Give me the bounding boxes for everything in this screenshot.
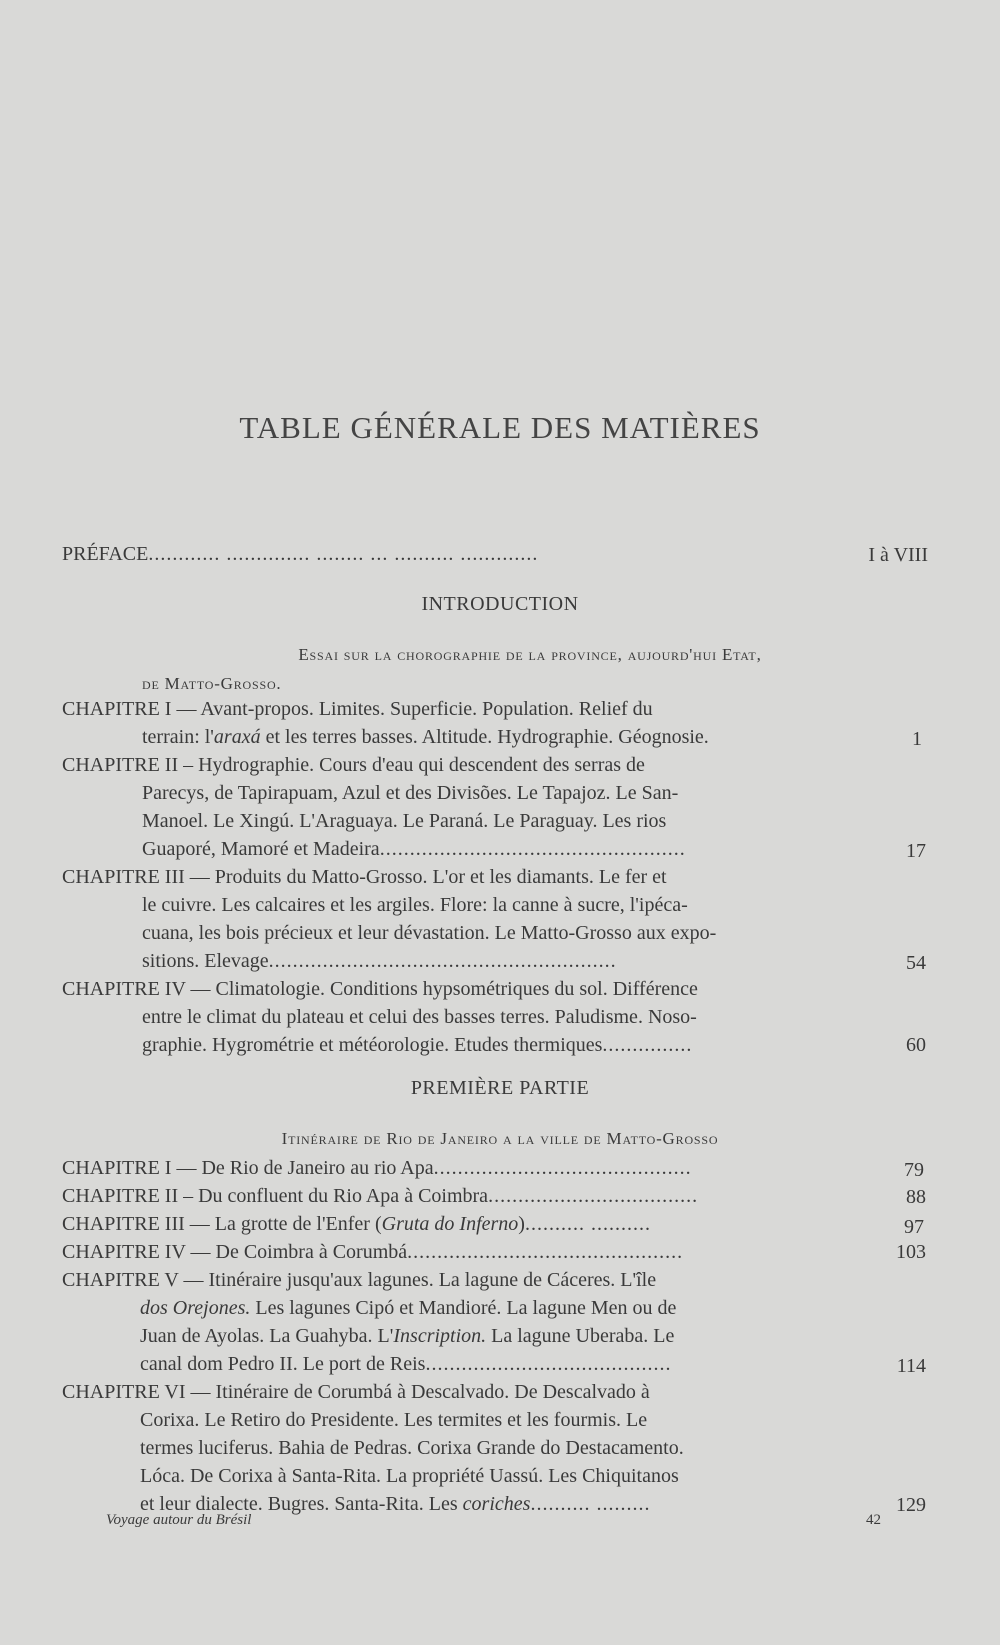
toc-entry-part1-ch5-line2 [140, 1294, 676, 1322]
toc-entry-part1-ch5-line3 [140, 1322, 674, 1350]
section-heading-introduction: INTRODUCTION [421, 593, 579, 615]
text: canal dom Pedro II. Le port de Reis [140, 1353, 426, 1375]
subheading-line: Itinéraire de Rio de Janeiro a la ville de Matto-Grosso [281, 1129, 719, 1148]
toc-entry-part1-ch5-line1: CHAPITRE V — Itinéraire jusqu'aux lagunes. La lagune de Cáceres. L'île [62, 1269, 657, 1291]
text: Juan de Ayolas. La Guahyba. L' [140, 1325, 394, 1347]
leader-dots: .......... .......... [524, 1213, 651, 1235]
toc-entry-part1-ch2 [62, 1182, 698, 1210]
toc-entry-part1-ch6-line4: Lóca. De Corixa à Santa-Rita. La propriété Uassú. Les Chiquitanos [140, 1465, 679, 1487]
page-number: 54 [906, 952, 926, 974]
entry-label: ) [518, 1213, 525, 1235]
footer-signature-number: 42 [866, 1512, 881, 1528]
text: Les lagunes Cipó et Mandioré. La lagune Men ou de [250, 1297, 677, 1319]
toc-entry-intro-ch1-line1: CHAPITRE I — Avant-propos. Limites. Superficie. Population. Relief du [62, 698, 653, 720]
entry-label: CHAPITRE IV — De Coimbra à Corumbá [62, 1241, 408, 1263]
page-number: 88 [906, 1186, 926, 1208]
toc-entry-part1-ch6-line3: termes luciferus. Bahia de Pedras. Corixa Grande do Destacamento. [140, 1437, 684, 1459]
toc-entry-part1-ch5-line4 [140, 1350, 671, 1378]
toc-entry-part1-ch3 [62, 1210, 651, 1238]
italic-term: Gruta do Inferno [381, 1213, 519, 1235]
leader-dots: ................................... [488, 1185, 699, 1207]
italic-term: Inscription. [393, 1325, 487, 1347]
text: La lagune Uberaba. Le [486, 1325, 675, 1347]
toc-entry-intro-ch3-line4 [142, 947, 617, 975]
toc-entry-intro-ch2-line4 [142, 835, 686, 863]
text: sitions. Elevage [142, 950, 269, 972]
page-title: TABLE GÉNÉRALE DES MATIÈRES [239, 410, 761, 445]
text: et les terres basses. Altitude. Hydrographie. Géognosie. [260, 726, 709, 748]
page-number: I à VIII [868, 544, 928, 566]
toc-entry-intro-ch4-line3 [142, 1031, 692, 1059]
page-number: 129 [896, 1494, 926, 1516]
toc-entry-intro-ch2-line2: Parecys, de Tapirapuam, Azul et des Divisões. Le Tapajoz. Le San- [142, 782, 679, 804]
toc-entry-preface [62, 540, 538, 568]
italic-term: dos Orejones. [140, 1297, 251, 1319]
toc-entry-intro-ch1-line2 [142, 723, 709, 751]
page-number: 114 [896, 1355, 926, 1377]
leader-dots: .......................................................... [268, 950, 617, 972]
toc-entry-intro-ch3-line2: le cuivre. Les calcaires et les argiles. Flore: la canne à sucre, l'ipéca- [142, 894, 688, 916]
toc-entry-intro-ch4-line2: entre le climat du plateau et celui des basses terres. Paludisme. Noso- [142, 1006, 697, 1028]
page-number: 97 [904, 1216, 924, 1238]
leader-dots: ........................................... [433, 1157, 692, 1179]
entry-label: CHAPITRE I — De Rio de Janeiro au rio Apa [62, 1157, 434, 1179]
text: Guaporé, Mamoré et Madeira [142, 838, 380, 860]
text: terrain: l' [142, 726, 214, 748]
page-number: 60 [906, 1034, 926, 1056]
page-number: 79 [904, 1159, 924, 1181]
text: graphie. Hygrométrie et météorologie. Etudes thermiques [142, 1034, 603, 1056]
leader-dots: ............... [602, 1034, 693, 1056]
page-number: 103 [896, 1241, 926, 1263]
subheading-line: de Matto-Grosso. [142, 674, 282, 693]
italic-term: coriches [462, 1493, 531, 1515]
page-number: 17 [906, 840, 926, 862]
footer-book-title: Voyage autour du Brésil [106, 1512, 252, 1528]
entry-label: PRÉFACE [62, 543, 149, 565]
section-heading-part1: PREMIÈRE PARTIE [410, 1077, 590, 1099]
toc-entry-intro-ch3-line3: cuana, les bois précieux et leur dévastation. Le Matto-Grosso aux expo- [142, 922, 717, 944]
toc-entry-part1-ch6-line1: CHAPITRE VI — Itinéraire de Corumbá à Descalvado. De Descalvado à [62, 1381, 650, 1403]
leader-dots: ................................................... [379, 838, 686, 860]
toc-entry-intro-ch2-line1: CHAPITRE II – Hydrographie. Cours d'eau qui descendent des serras de [62, 754, 645, 776]
toc-entry-intro-ch2-line3: Manoel. Le Xingú. L'Araguaya. Le Paraná. Le Paraguay. Les rios [142, 810, 667, 832]
toc-entry-part1-ch1 [62, 1154, 692, 1182]
toc-entry-intro-ch4-line1: CHAPITRE IV — Climatologie. Conditions hypsométriques du sol. Différence [62, 978, 698, 1000]
text: et leur dialecte. Bugres. Santa-Rita. Les [140, 1493, 463, 1515]
italic-term: araxá [213, 726, 261, 748]
toc-entry-part1-ch4 [62, 1238, 683, 1266]
leader-dots: ......................................... [425, 1353, 672, 1375]
leader-dots: .............................................. [407, 1241, 684, 1263]
toc-entry-intro-ch3-line1: CHAPITRE III — Produits du Matto-Grosso. L'or et les diamants. Le fer et [62, 866, 667, 888]
leader-dots: .......... ......... [530, 1493, 651, 1515]
subheading-line: Essai sur la chorographie de la province, aujourd'hui Etat, [298, 645, 762, 664]
page-number: 1 [912, 728, 922, 750]
leader-dots: ............ .............. ........ ... .......... ............. [148, 543, 539, 565]
entry-label: CHAPITRE II – Du confluent du Rio Apa à Coimbra [62, 1185, 489, 1207]
toc-entry-part1-ch6-line2: Corixa. Le Retiro do Presidente. Les termites et les fourmis. Le [140, 1409, 648, 1431]
entry-label: CHAPITRE III — La grotte de l'Enfer ( [62, 1213, 382, 1235]
